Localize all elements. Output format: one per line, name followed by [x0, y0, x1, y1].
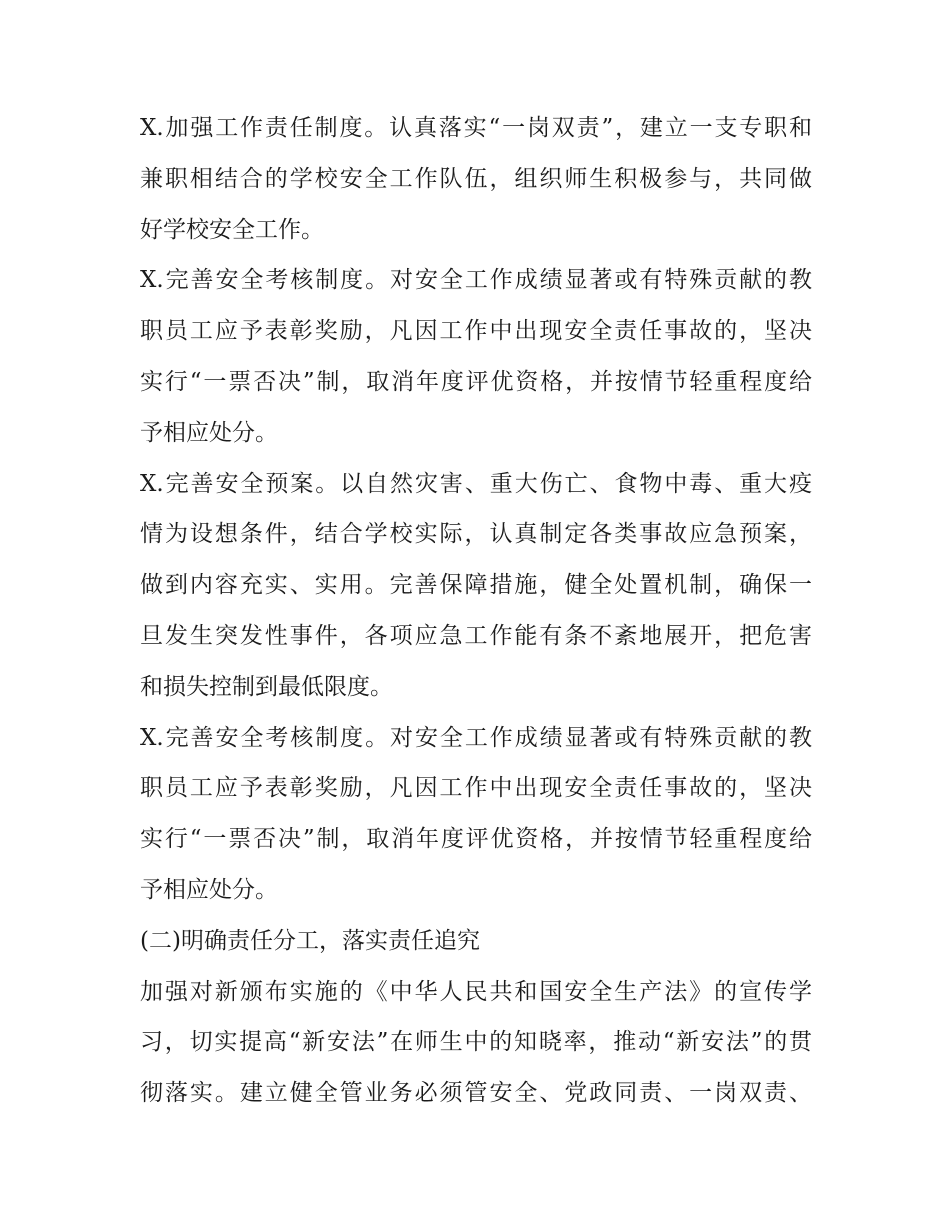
text-line: 和损失控制到最低限度。 — [140, 673, 393, 700]
text-line: 实行“一票否决”制，取消年度评优资格，并按情节轻重程度给 — [140, 368, 812, 395]
text-line: 兼职相结合的学校安全工作队伍，组织师生积极参与，共同做 — [140, 165, 812, 192]
text-line: X.完善安全考核制度。对安全工作成绩显著或有特殊贡献的教 — [140, 267, 812, 294]
text-line: 彻落实。建立健全管业务必须管安全、党政同责、一岗双责、 — [140, 1080, 812, 1107]
text-line: X.加强工作责任制度。认真落实“一岗双责”，建立一支专职和 — [140, 115, 812, 141]
text-line: 予相应处分。 — [140, 419, 278, 446]
text-line: X.完善安全预案。以自然灾害、重大伤亡、食物中毒、重大疫 — [140, 470, 812, 497]
text-line: 职员工应予表彰奖励，凡因工作中出现安全责任事故的，坚决 — [140, 318, 812, 345]
section-heading: (二)明确责任分工，落实责任追究 — [140, 927, 480, 954]
text-line: 习，切实提高“新安法”在师生中的知晓率，推动“新安法”的贯 — [140, 1029, 812, 1056]
text-line: 做到内容充实、实用。完善保障措施，健全处置机制，确保一 — [140, 572, 812, 599]
document-body — [140, 103, 812, 1119]
text-line: 好学校安全工作。 — [140, 216, 324, 243]
text-line: 情为设想条件，结合学校实际，认真制定各类事故应急预案， — [140, 521, 812, 548]
text-line: X.完善安全考核制度。对安全工作成绩显著或有特殊贡献的教 — [140, 724, 812, 751]
text-line: 实行“一票否决”制，取消年度评优资格，并按情节轻重程度给 — [140, 826, 812, 853]
text-line: 旦发生突发性事件，各项应急工作能有条不紊地展开，把危害 — [140, 622, 812, 649]
text-line: 加强对新颁布实施的《中华人民共和国安全生产法》的宣传学 — [140, 978, 812, 1005]
text-line: 予相应处分。 — [140, 876, 278, 903]
text-line: 职员工应予表彰奖励，凡因工作中出现安全责任事故的，坚决 — [140, 775, 812, 802]
